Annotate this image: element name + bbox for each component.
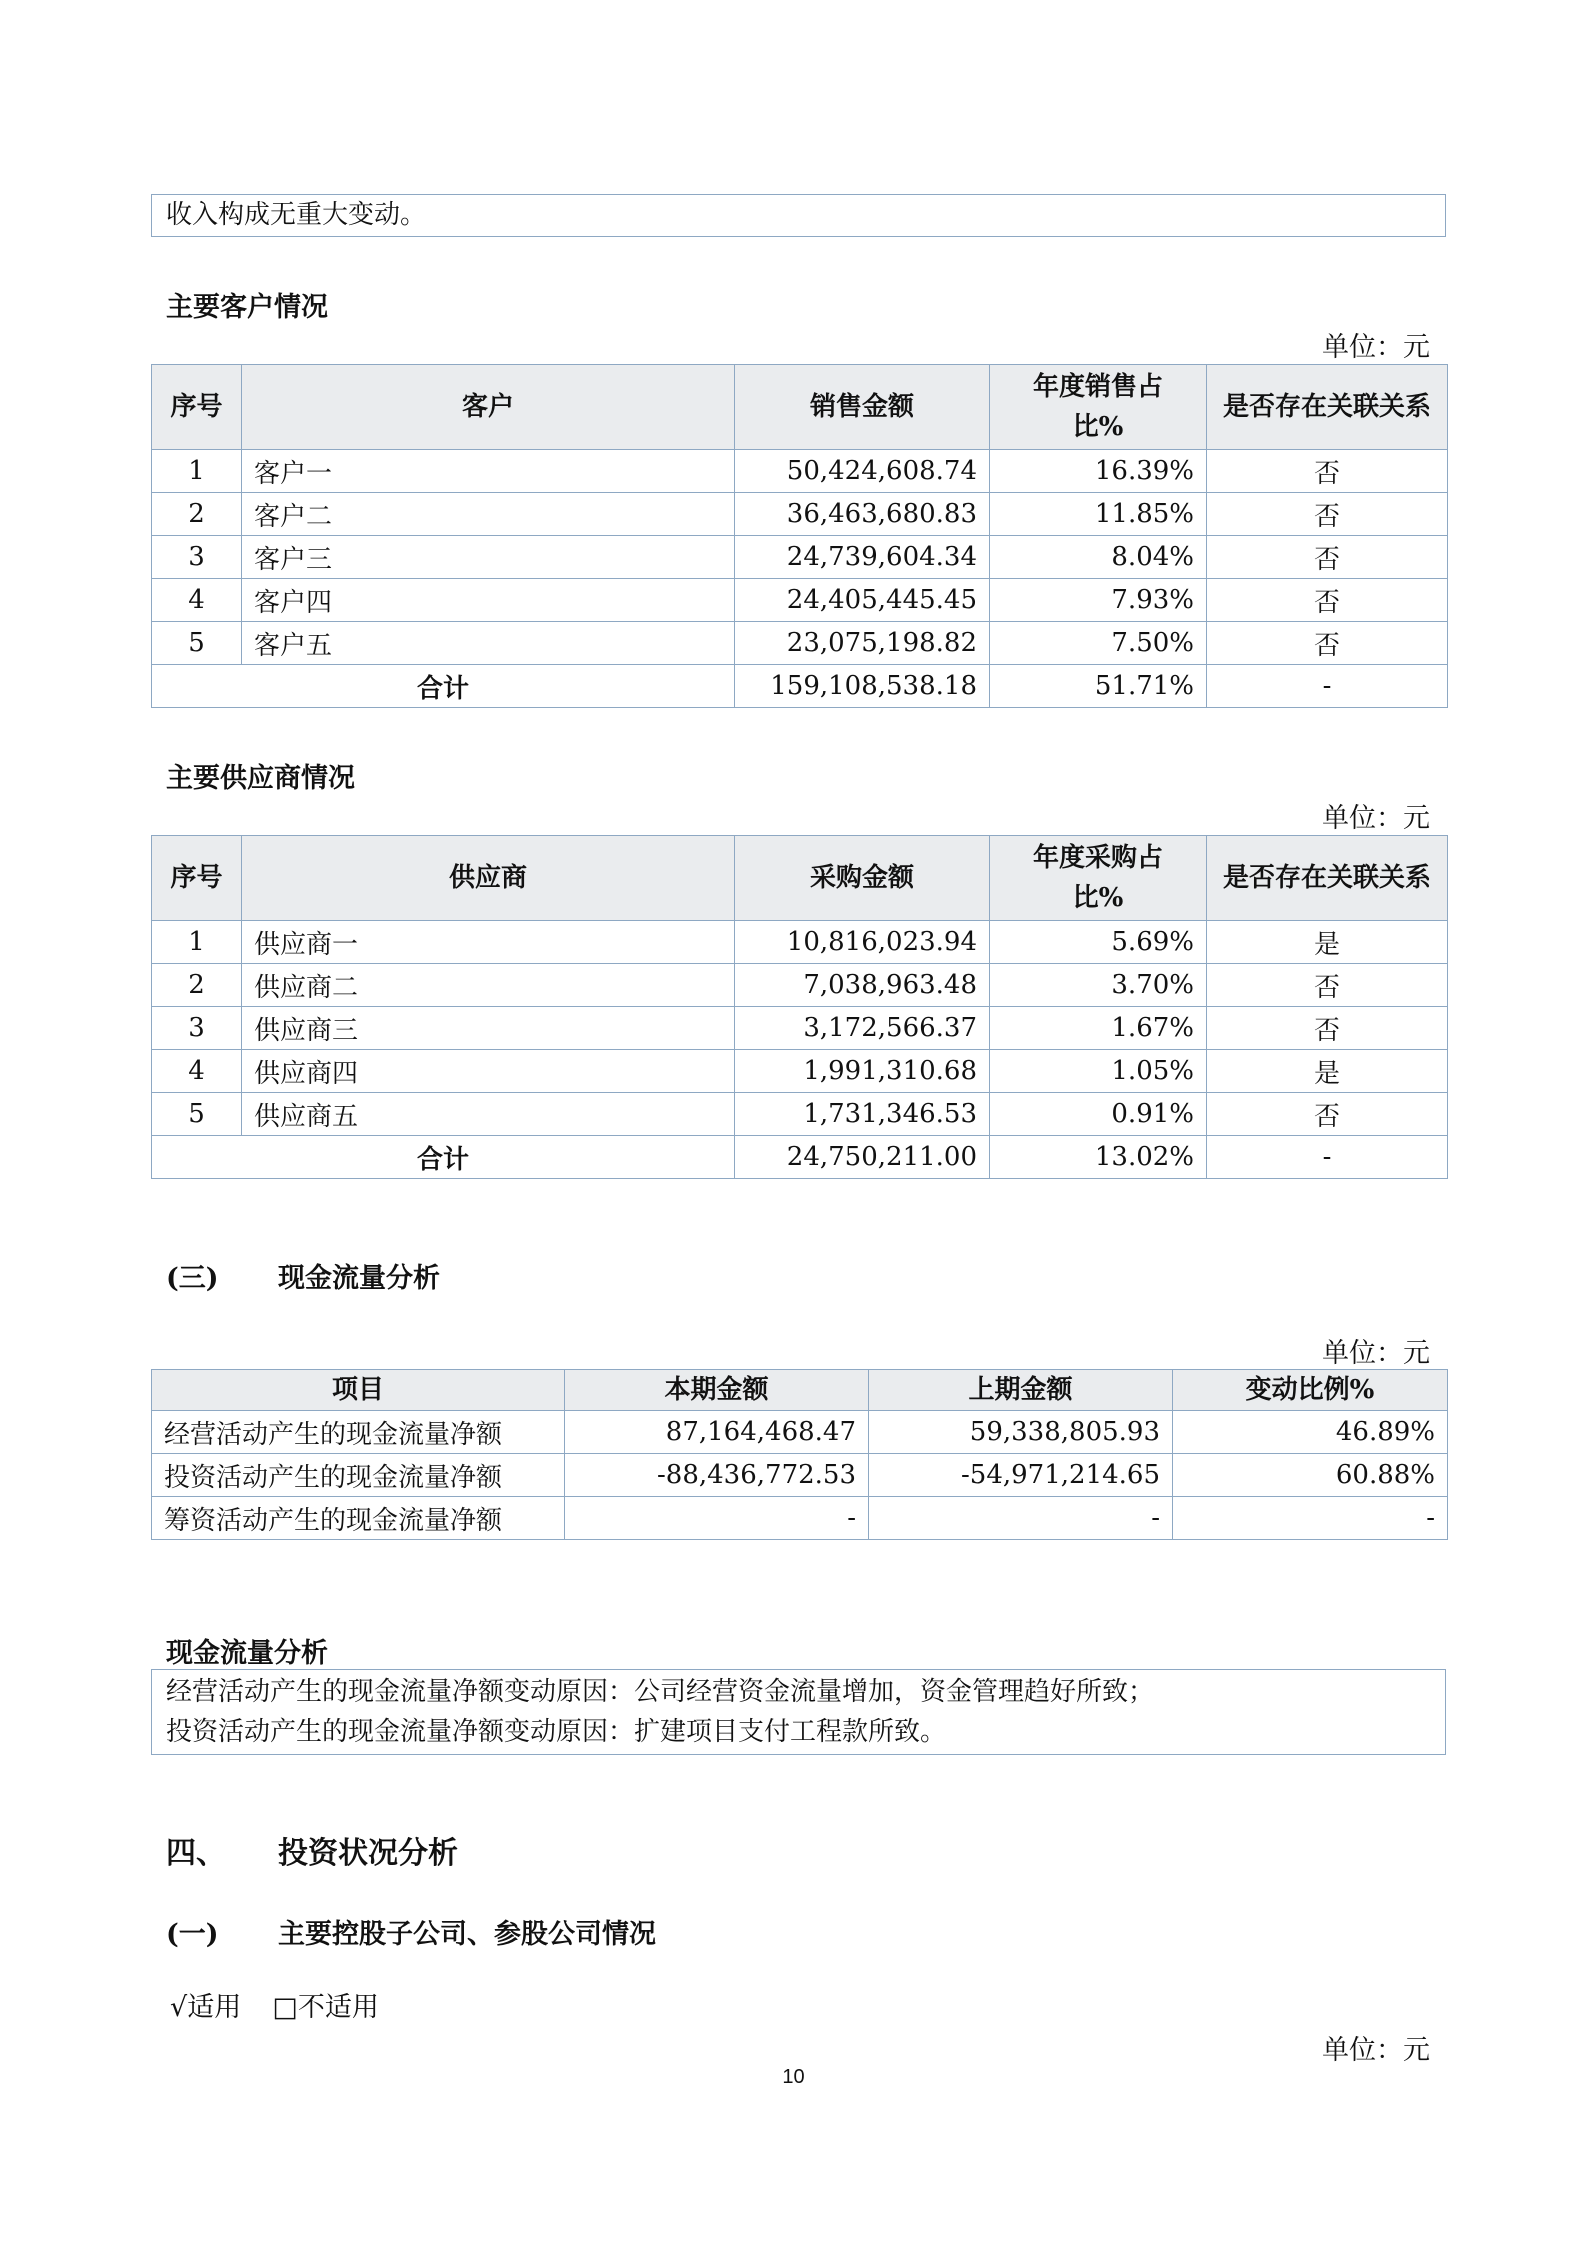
- cell-amount: 50,424,608.74: [735, 450, 990, 493]
- table-row: [152, 450, 1448, 493]
- table-row: [152, 1497, 1448, 1540]
- cell-change: -: [1173, 1497, 1448, 1540]
- analysis-line: 经营活动产生的现金流量净额变动原因：公司经营资金流量增加，资金管理趋好所致；: [166, 1677, 1155, 1707]
- cell-related: 否: [1207, 536, 1448, 579]
- cell-current: -88,436,772.53: [565, 1454, 869, 1497]
- cashflow-unit: 单位：元: [1322, 1338, 1430, 1369]
- sub1-number: (一): [166, 1919, 219, 1950]
- cell-index: 2: [152, 964, 242, 1007]
- sub1-title: 主要控股子公司、参股公司情况: [278, 1919, 656, 1950]
- cell-related: 否: [1207, 1007, 1448, 1050]
- cell-total-related: -: [1207, 1136, 1448, 1179]
- cell-related: 否: [1207, 579, 1448, 622]
- header-cell: 供应商: [242, 836, 735, 921]
- cashflow-analysis-heading: 现金流量分析: [166, 1638, 328, 1669]
- cell-related: 否: [1207, 493, 1448, 536]
- cell-amount: 23,075,198.82: [735, 622, 990, 665]
- cell-name: 客户四: [242, 579, 735, 622]
- applicable-option: √适用: [170, 1992, 242, 2023]
- cell-percent: 11.85%: [990, 493, 1207, 536]
- table-row: [152, 1050, 1448, 1093]
- cell-index: 1: [152, 921, 242, 964]
- cell-percent: 0.91%: [990, 1093, 1207, 1136]
- header-cell: 本期金额: [565, 1370, 869, 1411]
- cell-percent: 1.67%: [990, 1007, 1207, 1050]
- cell-index: 4: [152, 579, 242, 622]
- table-row: [152, 579, 1448, 622]
- cell-name: 供应商三: [242, 1007, 735, 1050]
- cell-amount: 3,172,566.37: [735, 1007, 990, 1050]
- cell-percent: 1.05%: [990, 1050, 1207, 1093]
- cell-previous: 59,338,805.93: [869, 1411, 1173, 1454]
- cell-index: 5: [152, 1093, 242, 1136]
- applicability-row: [170, 1985, 379, 2024]
- table-header-row: [152, 836, 1448, 921]
- cell-name: 供应商四: [242, 1050, 735, 1093]
- cell-item: 投资活动产生的现金流量净额: [152, 1454, 565, 1497]
- cell-related: 是: [1207, 1050, 1448, 1093]
- section4-title: 投资状况分析: [278, 1836, 458, 1871]
- cell-index: 3: [152, 1007, 242, 1050]
- cell-related: 否: [1207, 1093, 1448, 1136]
- cell-item: 筹资活动产生的现金流量净额: [152, 1497, 565, 1540]
- intro-text-box: [151, 194, 1446, 237]
- cell-change: 60.88%: [1173, 1454, 1448, 1497]
- cell-amount: 10,816,023.94: [735, 921, 990, 964]
- header-cell: 上期金额: [869, 1370, 1173, 1411]
- cell-total-label: 合计: [152, 665, 735, 708]
- cell-percent: 7.50%: [990, 622, 1207, 665]
- cell-name: 客户五: [242, 622, 735, 665]
- cell-amount: 24,405,445.45: [735, 579, 990, 622]
- cell-amount: 36,463,680.83: [735, 493, 990, 536]
- table-row: [152, 1411, 1448, 1454]
- suppliers-heading: 主要供应商情况: [166, 763, 355, 794]
- cell-total-related: -: [1207, 665, 1448, 708]
- table-total-row: [152, 665, 1448, 708]
- table-row: [152, 921, 1448, 964]
- table-row: [152, 1093, 1448, 1136]
- cell-name: 供应商二: [242, 964, 735, 1007]
- cell-total-amount: 24,750,211.00: [735, 1136, 990, 1179]
- table-row: [152, 536, 1448, 579]
- cell-change: 46.89%: [1173, 1411, 1448, 1454]
- table-row: [152, 1007, 1448, 1050]
- cell-previous: -: [869, 1497, 1173, 1540]
- cashflow-table: [151, 1369, 1448, 1540]
- cell-index: 3: [152, 536, 242, 579]
- cashflow-section-number: (三): [166, 1263, 219, 1294]
- cell-amount: 24,739,604.34: [735, 536, 990, 579]
- header-cell: 年度销售占比%: [990, 365, 1207, 450]
- cell-index: 1: [152, 450, 242, 493]
- table-header-row: [152, 1370, 1448, 1411]
- table-row: [152, 493, 1448, 536]
- header-cell: 客户: [242, 365, 735, 450]
- cell-name: 客户一: [242, 450, 735, 493]
- table-header-row: [152, 365, 1448, 450]
- customers-table: [151, 364, 1448, 708]
- cell-total-amount: 159,108,538.18: [735, 665, 990, 708]
- cell-index: 5: [152, 622, 242, 665]
- header-cell: 销售金额: [735, 365, 990, 450]
- cell-related: 是: [1207, 921, 1448, 964]
- cell-percent: 5.69%: [990, 921, 1207, 964]
- header-cell: 年度采购占比%: [990, 836, 1207, 921]
- cell-amount: 1,991,310.68: [735, 1050, 990, 1093]
- final-unit: 单位：元: [1322, 2035, 1430, 2066]
- cell-amount: 1,731,346.53: [735, 1093, 990, 1136]
- header-cell: 序号: [152, 836, 242, 921]
- cell-percent: 8.04%: [990, 536, 1207, 579]
- cashflow-section-title: 现金流量分析: [278, 1263, 440, 1294]
- analysis-line: 投资活动产生的现金流量净额变动原因：扩建项目支付工程款所致。: [166, 1717, 947, 1747]
- cell-name: 供应商五: [242, 1093, 735, 1136]
- cell-total-percent: 51.71%: [990, 665, 1207, 708]
- customers-unit: 单位：元: [1322, 332, 1430, 363]
- cell-related: 否: [1207, 450, 1448, 493]
- cell-index: 2: [152, 493, 242, 536]
- cell-current: -: [565, 1497, 869, 1540]
- cell-percent: 16.39%: [990, 450, 1207, 493]
- cell-related: 否: [1207, 964, 1448, 1007]
- cell-total-label: 合计: [152, 1136, 735, 1179]
- intro-text: 收入构成无重大变动。: [166, 200, 427, 230]
- cell-percent: 7.93%: [990, 579, 1207, 622]
- header-cell: 是否存在关联关系: [1207, 365, 1448, 450]
- suppliers-table: [151, 835, 1448, 1179]
- cell-item: 经营活动产生的现金流量净额: [152, 1411, 565, 1454]
- cell-name: 客户二: [242, 493, 735, 536]
- table-row: [152, 964, 1448, 1007]
- cell-previous: -54,971,214.65: [869, 1454, 1173, 1497]
- customers-heading: 主要客户情况: [166, 292, 328, 323]
- section4-number: 四、: [166, 1836, 226, 1871]
- cell-name: 供应商一: [242, 921, 735, 964]
- header-cell: 项目: [152, 1370, 565, 1411]
- header-cell: 变动比例%: [1173, 1370, 1448, 1411]
- cell-name: 客户三: [242, 536, 735, 579]
- cell-amount: 7,038,963.48: [735, 964, 990, 1007]
- table-row: [152, 622, 1448, 665]
- cashflow-analysis-box: [151, 1669, 1446, 1755]
- table-total-row: [152, 1136, 1448, 1179]
- cell-current: 87,164,468.47: [565, 1411, 869, 1454]
- cell-related: 否: [1207, 622, 1448, 665]
- header-cell: 采购金额: [735, 836, 990, 921]
- cell-percent: 3.70%: [990, 964, 1207, 1007]
- table-row: [152, 1454, 1448, 1497]
- not-applicable-option: □不适用: [272, 1992, 379, 2023]
- cell-total-percent: 13.02%: [990, 1136, 1207, 1179]
- header-cell: 序号: [152, 365, 242, 450]
- header-cell: 是否存在关联关系: [1207, 836, 1448, 921]
- page-number: 10: [782, 2066, 805, 2088]
- suppliers-unit: 单位：元: [1322, 803, 1430, 834]
- cell-index: 4: [152, 1050, 242, 1093]
